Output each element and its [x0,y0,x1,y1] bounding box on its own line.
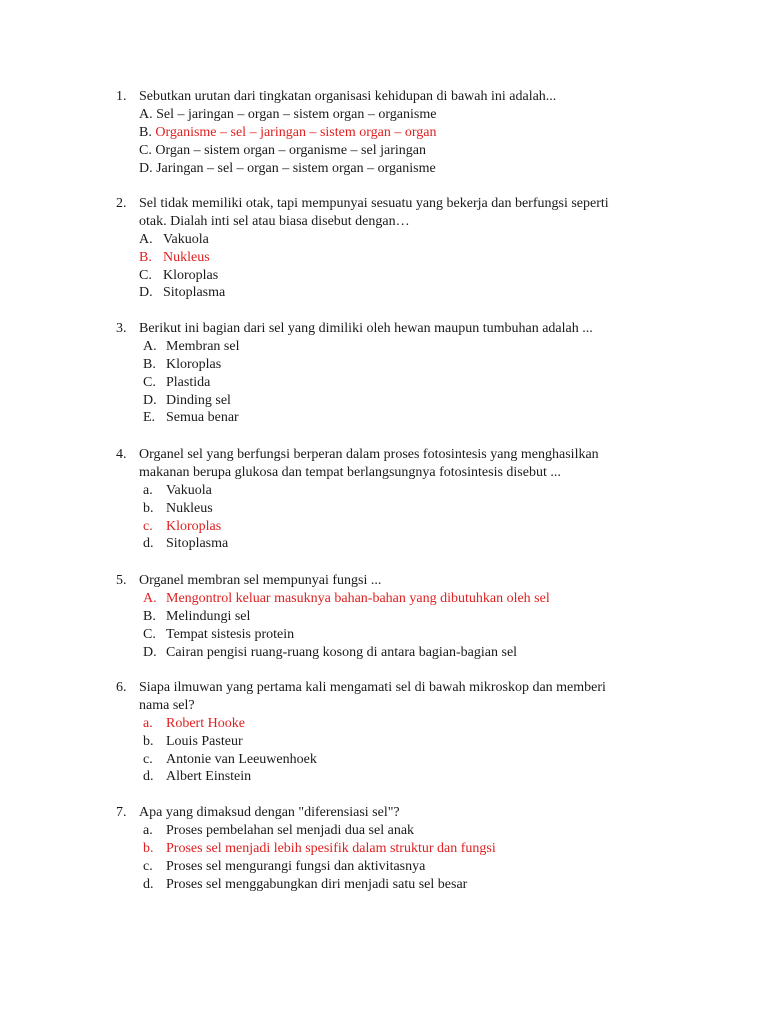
option-label: E. [143,410,156,426]
option-b [0,608,768,626]
option-a-correct [0,715,768,733]
option-label: A. [143,338,157,354]
option-text: Proses sel menggabungkan diri menjadi satu sel besar [166,876,468,892]
question-3 [0,320,768,427]
option-a-correct [0,590,768,608]
option-label: D. [143,644,157,660]
option-text: Cairan pengisi ruang-ruang kosong di antara bagian-bagian sel [166,644,518,660]
question-stem: Siapa ilmuwan yang pertama kali mengamati sel di bawah mikroskop dan memberi [139,680,606,695]
option-label: c. [143,518,153,534]
option-text: Kloroplas [166,356,222,372]
option-text: Tempat sistesis protein [166,626,295,642]
option-text: Nukleus [166,500,213,516]
option-a [0,106,768,124]
question-stem: otak. Dialah inti sel atau biasa disebut dengan… [139,213,410,229]
question-stem: Apa yang dimaksud dengan "diferensiasi sel"? [139,805,400,820]
option-text: Plastida [166,374,211,390]
option-d [0,876,768,894]
question-number: 3. [116,321,127,336]
option-text: Semua benar [166,410,239,426]
option-d [0,284,768,302]
option-label: a. [143,482,153,498]
question-5 [0,572,768,661]
question-6 [0,679,768,786]
option-label: b. [143,733,154,749]
option-text: D. Jaringan – sel – organ – sistem organ – organisme [139,160,436,176]
option-b-correct [0,249,768,267]
question-4 [0,446,768,553]
option-d [0,768,768,786]
option-text: Sitoplasma [163,285,226,301]
option-label: B. [143,608,156,624]
option-c [0,142,768,160]
option-text: Membran sel [166,338,240,354]
question-number: 5. [116,573,127,588]
question-stem: Sel tidak memiliki otak, tapi mempunyai sesuatu yang bekerja dan berfungsi seperti [139,196,609,211]
question-stem: Organel membran sel mempunyai fungsi ... [139,573,382,588]
option-text: Kloroplas [163,267,219,283]
option-d [0,392,768,410]
option-text: Louis Pasteur [166,733,243,749]
option-c-correct [0,518,768,536]
option-text: Sitoplasma [166,536,229,552]
option-text: Albert Einstein [166,769,252,785]
option-b [0,356,768,374]
question-number: 2. [116,196,127,211]
option-b [0,733,768,751]
option-label: A. [139,231,153,247]
option-label: A. [143,590,157,606]
question-number: 7. [116,805,127,820]
question-1 [0,88,768,177]
option-label: c. [143,751,153,767]
option-text: Proses pembelahan sel menjadi dua sel anak [166,822,415,838]
question-stem: Berikut ini bagian dari sel yang dimiliki oleh hewan maupun tumbuhan adalah ... [139,321,593,336]
option-c [0,374,768,392]
question-2 [0,195,768,302]
correct-answer-text: Organisme – sel – jaringan – sistem organ – organ [155,124,437,140]
question-number: 6. [116,680,127,695]
option-text: C. Organ – sistem organ – organisme – sel jaringan [139,142,426,158]
option-d [0,160,768,178]
question-stem: Sebutkan urutan dari tingkatan organisasi kehidupan di bawah ini adalah... [139,89,557,104]
option-a [0,338,768,356]
option-b-correct [0,840,768,858]
option-text: Vakuola [166,482,212,498]
option-d [0,535,768,553]
option-label: C. [143,374,156,390]
option-b [0,124,768,142]
question-stem: Organel sel yang berfungsi berperan dalam proses fotosintesis yang menghasilkan [139,447,599,462]
option-c [0,626,768,644]
option-c [0,267,768,285]
option-e [0,409,768,427]
option-label: C. [143,626,156,642]
option-label: d. [143,769,154,785]
option-label: B. [143,356,156,372]
option-text: Proses sel mengurangi fungsi dan aktivitasnya [166,858,426,874]
option-label: B. [139,249,152,265]
correct-answer-text: Robert Hooke [166,715,245,731]
option-label: D. [143,392,157,408]
question-number: 4. [116,447,127,462]
option-label: a. [143,822,153,838]
question-7 [0,804,768,893]
option-b [0,500,768,518]
option-label: a. [143,715,153,731]
option-a [0,482,768,500]
correct-answer-text: Proses sel menjadi lebih spesifik dalam struktur dan fungsi [166,840,496,856]
option-a [0,822,768,840]
correct-answer-text: Mengontrol keluar masuknya bahan-bahan yang dibutuhkan oleh sel [166,590,550,606]
option-d [0,644,768,662]
correct-answer-text: Nukleus [163,249,210,265]
option-label: d. [143,876,154,892]
option-label: b. [143,500,154,516]
option-c [0,751,768,769]
option-text: Antonie van Leeuwenhoek [166,751,317,767]
option-text: Vakuola [163,231,209,247]
option-label: d. [143,536,154,552]
option-label: C. [139,267,152,283]
question-stem: nama sel? [139,697,195,713]
option-label: D. [139,285,153,301]
option-label: B. [139,124,156,140]
option-c [0,858,768,876]
correct-answer-text: Kloroplas [166,518,222,534]
question-stem: makanan berupa glukosa dan tempat berlangsungnya fotosintesis disebut ... [139,464,561,480]
option-text: Melindungi sel [166,608,251,624]
option-text: A. Sel – jaringan – organ – sistem organ – organisme [139,106,437,122]
option-label: b. [143,840,154,856]
question-number: 1. [116,89,127,104]
option-label: c. [143,858,153,874]
option-text: Dinding sel [166,392,231,408]
option-a [0,231,768,249]
